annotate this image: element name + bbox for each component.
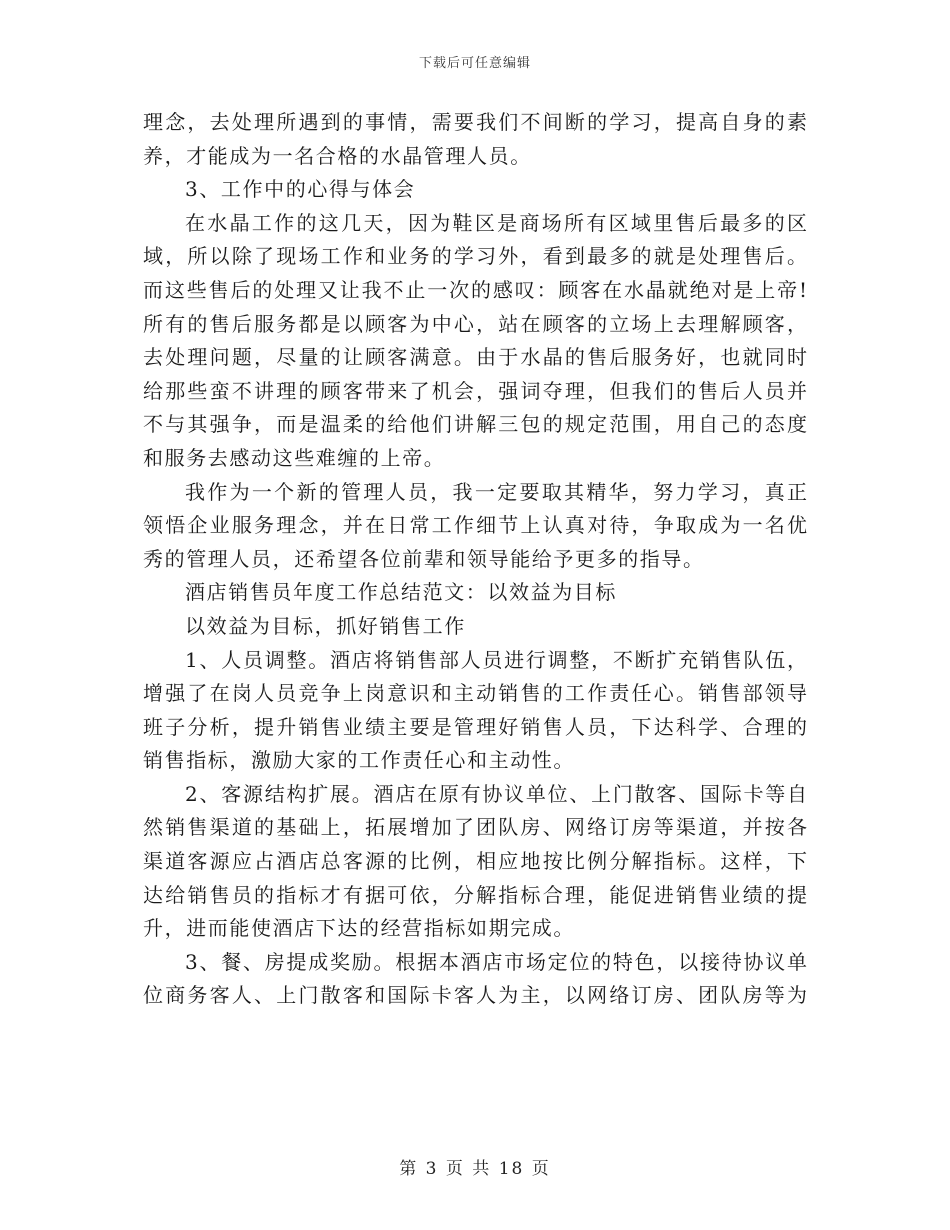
text-line: 达给销售员的指标才有据可依，分解指标合理，能促进销售业绩的提: [143, 882, 807, 907]
text-line: 而这些售后的处理又让我不止一次的感叹：顾客在水晶就绝对是上帝!: [143, 277, 807, 302]
text-line: 去处理问题，尽量的让顾客满意。由于水晶的售后服务好，也就同时: [143, 345, 807, 370]
text-line: 渠道客源应占酒店总客源的比例，相应地按比例分解指标。这样，下: [143, 849, 807, 874]
text-line: 不与其强争，而是温柔的给他们讲解三包的规定范围，用自己的态度: [143, 412, 807, 437]
text-line: 和服务去感动这些难缠的上帝。: [143, 445, 446, 470]
text-line: 班子分析，提升销售业绩主要是管理好销售人员，下达科学、合理的: [143, 714, 807, 739]
text-line: 养，才能成为一名合格的水晶管理人员。: [143, 143, 532, 168]
section-heading: 3、工作中的心得与体会: [185, 177, 416, 202]
text-line: 给那些蛮不讲理的顾客带来了机会，强词夺理，但我们的售后人员并: [143, 378, 807, 403]
text-line: 然销售渠道的基础上，拓展增加了团队房、网络订房等渠道，并按各: [143, 815, 807, 840]
paragraph-first-line: 1、人员调整。酒店将销售部人员进行调整，不断扩充销售队伍，: [185, 647, 807, 672]
paragraph-first-line: 3、餐、房提成奖励。根据本酒店市场定位的特色，以接待协议单: [185, 949, 807, 974]
text-line: 增强了在岗人员竞争上岗意识和主动销售的工作责任心。销售部领导: [143, 681, 807, 706]
text-line: 理念，去处理所遇到的事情，需要我们不间断的学习，提高自身的素: [143, 110, 807, 134]
page-footer: 第 3 页 共 18 页: [399, 1159, 551, 1179]
article-title: 酒店销售员年度工作总结范文：以效益为目标: [185, 580, 617, 605]
page-header: 下载后可任意编辑: [418, 56, 531, 71]
document-body: [143, 106, 807, 1013]
text-line: 升，进而能使酒店下达的经营指标如期完成。: [143, 916, 575, 941]
paragraph-first-line: 我作为一个新的管理人员，我一定要取其精华，努力学习，真正: [185, 479, 807, 504]
text-line: 领悟企业服务理念，并在日常工作细节上认真对待，争取成为一名优: [143, 513, 807, 538]
paragraph-first-line: 在水晶工作的这几天，因为鞋区是商场所有区域里售后最多的区: [185, 210, 807, 235]
text-line: 位商务客人、上门散客和国际卡客人为主，以网络订房、团队房等为: [143, 983, 807, 1008]
text-line: 秀的管理人员，还希望各位前辈和领导能给予更多的指导。: [143, 546, 705, 571]
text-line: 所有的售后服务都是以顾客为中心，站在顾客的立场上去理解顾客，: [143, 311, 807, 336]
text-line: 销售指标，激励大家的工作责任心和主动性。: [143, 748, 575, 773]
paragraph-first-line: 2、客源结构扩展。酒店在原有协议单位、上门散客、国际卡等自: [185, 781, 807, 806]
text-line: 域，所以除了现场工作和业务的学习外，看到最多的就是处理售后。: [143, 244, 807, 269]
article-subtitle: 以效益为目标，抓好销售工作: [185, 613, 466, 638]
